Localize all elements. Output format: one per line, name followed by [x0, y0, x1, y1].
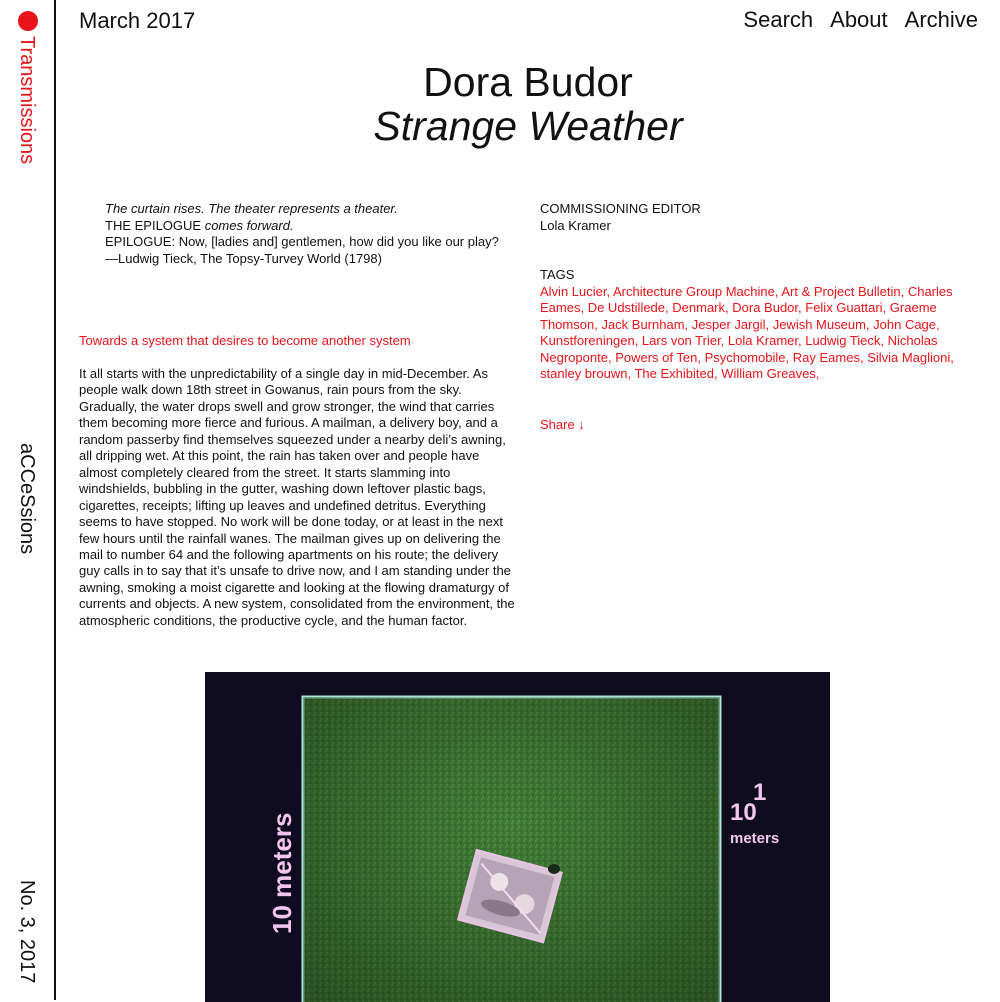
nav-about[interactable]: About: [830, 7, 888, 32]
article-author: Dora Budor: [423, 59, 633, 105]
tag-link[interactable]: Denmark,: [672, 300, 729, 315]
tag-link[interactable]: Charles Eames,: [540, 283, 953, 315]
section-subhead: Towards a system that desires to become another system: [79, 333, 411, 348]
tag-link[interactable]: Dora Budor,: [732, 300, 802, 315]
issue-date: March 2017: [79, 8, 196, 33]
tag-link[interactable]: Art & Project Bulletin,: [781, 283, 905, 299]
tag-link[interactable]: Jack Burnham,: [601, 316, 689, 332]
tag-link[interactable]: Alvin Lucier,: [540, 283, 611, 299]
epigraph-line-1: The curtain rises. The theater represents a theater.: [105, 201, 398, 216]
article-image: [205, 672, 830, 1002]
tag-link[interactable]: Powers of Ten,: [615, 349, 701, 365]
scale-label-left: 10 meters: [267, 812, 297, 934]
tag-link[interactable]: John Cage,: [873, 316, 940, 332]
series-link[interactable]: aCCeSsions: [16, 443, 38, 555]
epigraph: [105, 201, 505, 267]
tag-link[interactable]: De Udstillede,: [587, 300, 669, 315]
tag-link[interactable]: Lars von Trier,: [641, 333, 725, 348]
editor-label: COMMISSIONING EDITOR: [540, 201, 701, 216]
tags-block: [540, 267, 970, 383]
epigraph-attribution: —Ludwig Tieck, The Topsy-Turvey World (1798): [105, 250, 382, 266]
aerial-grass-photo: [205, 672, 830, 1002]
epigraph-line-2: [105, 218, 505, 235]
share-button[interactable]: Share ↓: [540, 417, 585, 432]
tag-list: [540, 284, 970, 383]
tag-link[interactable]: Kunstforeningen,: [540, 333, 639, 348]
article-title: Strange Weather: [373, 103, 683, 149]
nav-archive[interactable]: Archive: [904, 7, 978, 32]
tag-link[interactable]: stanley brouwn,: [540, 366, 632, 381]
editor-block: [540, 201, 970, 234]
tag-link[interactable]: The Exhibited,: [634, 366, 718, 381]
tag-link[interactable]: Lola Kramer,: [727, 333, 802, 348]
scale-label-right-unit: meters: [730, 830, 780, 847]
tag-link[interactable]: Ray Eames,: [792, 349, 864, 365]
article-body: It all starts with the unpredictability of a single day in mid-December. As people walk down 18th street in Gowanus, rain pours from the sky. Gradually, the water drops swell and grow stronger, the wind that carries them becoming more fierce and furious. A mailman, a delivery boy, and a random passerby find themselves squeezed under a nearby deli’s awning, all dripping wet. At this point, the rain has taken over and people have almost completely cleared from the street. It starts slamming into windshields, bubbling in the gutter, washing down leftover plastic bags, cigarettes, receipts; lifting up leaves and undefined detritus. Everything seems to have stopped. No work will be done today, or at least in the next few hours until the rainfall wanes. The mailman gives up on delivering the mail to number 64 and the following apartments on his route; the delivery guy calls in to say that it’s unsafe to drive now, and I am standing under the awning, smoking a moist cigarette and looking at the flowing dramaturgy of currents and objects. A new system, consolidated from the environment, the atmospheric conditions, the productive cycle, and the human factor.: [79, 366, 515, 628]
tag-link[interactable]: Jewish Museum,: [772, 316, 870, 332]
tag-link[interactable]: William Greaves,: [721, 366, 820, 381]
article-header: [56, 59, 1000, 147]
scale-label-right-top: 1: [753, 779, 767, 806]
brand-dot-icon[interactable]: [18, 11, 38, 31]
epigraph-line-2-italic: comes forward.: [204, 217, 294, 233]
tag-link[interactable]: Jesper Jargil,: [691, 316, 770, 332]
tag-link[interactable]: Nicholas Negroponte,: [540, 333, 938, 365]
epigraph-line-2-prefix: THE EPILOGUE: [105, 217, 205, 233]
tags-label: TAGS: [540, 267, 575, 282]
tag-link[interactable]: Psychomobile,: [704, 349, 790, 365]
nav-search[interactable]: Search: [743, 7, 814, 32]
tag-link[interactable]: Silvia Maglioni,: [867, 349, 954, 365]
top-nav: [743, 7, 978, 33]
tag-link[interactable]: Felix Guattari,: [805, 300, 887, 315]
tag-link[interactable]: Architecture Group Machine,: [613, 283, 779, 299]
sidebar: [0, 0, 56, 1000]
brand-link[interactable]: Transmissions: [16, 36, 38, 165]
tag-link[interactable]: Ludwig Tieck,: [805, 333, 885, 348]
issue-link[interactable]: No. 3, 2017: [16, 880, 38, 984]
epigraph-line-3: EPILOGUE: Now, [ladies and] gentlemen, how did you like our play?: [105, 234, 499, 249]
editor-name: Lola Kramer: [540, 217, 611, 233]
tag-link[interactable]: Graeme Thomson,: [540, 300, 937, 332]
scale-label-right-number: 10: [730, 799, 757, 826]
